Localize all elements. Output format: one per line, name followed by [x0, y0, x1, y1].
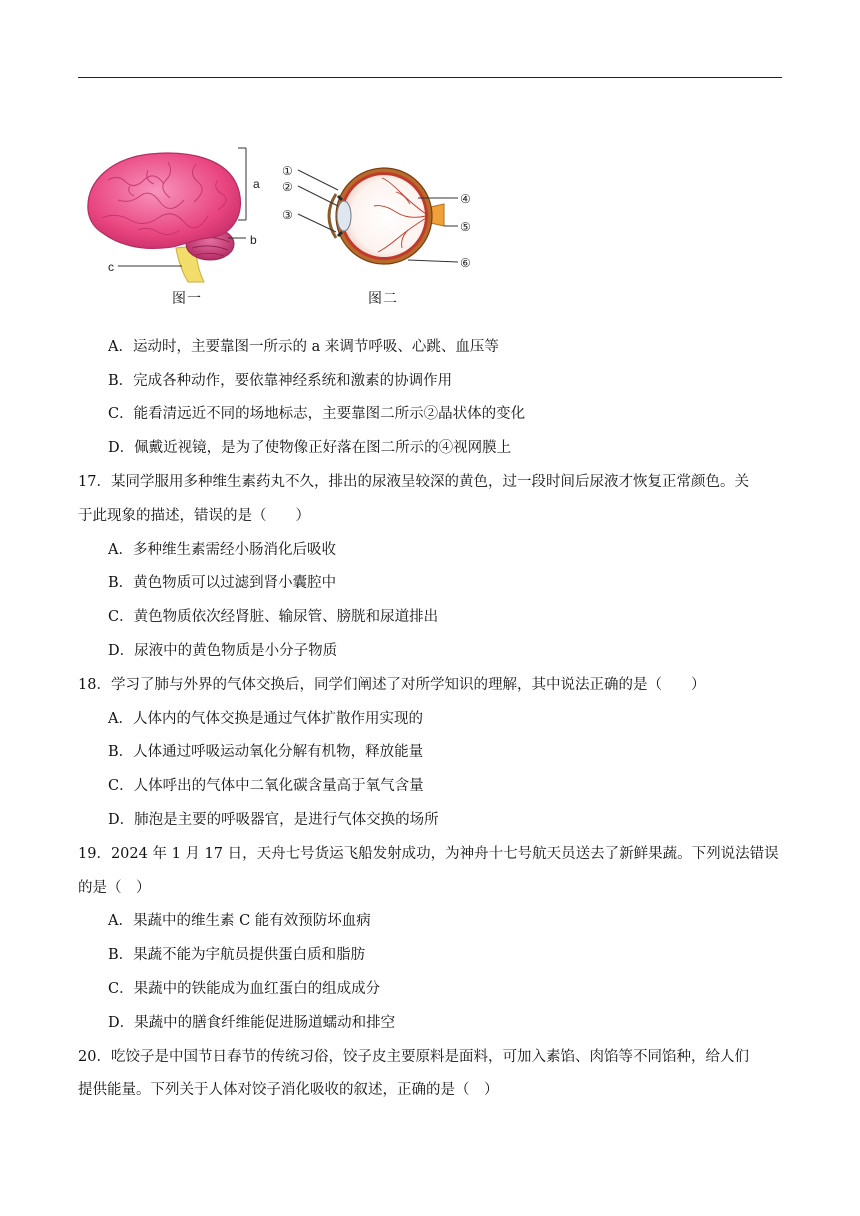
q20-stem-line1: 20．吃饺子是中国节日春节的传统习俗，饺子皮主要原料是面料，可加入素馅、肉馅等不同馅种，给人们 — [78, 1049, 749, 1065]
brain-image — [78, 140, 278, 290]
header-rule — [78, 77, 782, 78]
label-a: a — [253, 177, 260, 191]
figure-brain — [78, 140, 278, 290]
figure-eye — [278, 150, 478, 280]
label-2: ② — [282, 180, 293, 194]
q18-option-d: D．肺泡是主要的呼吸器官，是进行气体交换的场所 — [108, 812, 439, 828]
q16-option-a: A．运动时，主要靠图一所示的 a 来调节呼吸、心跳、血压等 — [108, 339, 499, 355]
q16-option-d: D．佩戴近视镜，是为了使物像正好落在图二所示的④视网膜上 — [108, 440, 512, 456]
q19-option-d: D．果蔬中的膳食纤维能促进肠道蠕动和排空 — [108, 1015, 396, 1031]
figure-2-caption: 图二 — [368, 291, 398, 307]
q17-stem-line2: 于此现象的描述，错误的是（ ） — [78, 508, 310, 524]
label-6: ⑥ — [460, 256, 471, 270]
q16-option-c: C．能看清远近不同的场地标志，主要靠图二所示②晶状体的变化 — [108, 406, 526, 422]
q19-stem-line1: 19．2024 年 1 月 17 日，天舟七号货运飞船发射成功，为神舟十七号航天员送去了新鲜果蔬。下列说法错误 — [78, 846, 779, 862]
q16-option-b: B．完成各种动作，要依靠神经系统和激素的协调作用 — [108, 373, 453, 389]
eye-image — [278, 150, 478, 280]
label-4: ④ — [460, 192, 471, 206]
label-3: ③ — [282, 208, 293, 222]
label-b: b — [250, 233, 257, 247]
q19-option-b: B．果蔬不能为宇航员提供蛋白质和脂肪 — [108, 947, 366, 963]
figure-1-caption: 图一 — [172, 291, 202, 307]
q20-stem-line2: 提供能量。下列关于人体对饺子消化吸收的叙述，正确的是（ ） — [78, 1082, 499, 1098]
q19-stem-line2: 的是（ ） — [78, 880, 151, 896]
q17-option-a: A．多种维生素需经小肠消化后吸收 — [108, 542, 336, 558]
label-1: ① — [282, 164, 293, 178]
q17-stem-line1: 17．某同学服用多种维生素药丸不久，排出的尿液呈较深的黄色，过一段时间后尿液才恢复正常颜色。关 — [78, 474, 749, 490]
q17-option-d: D．尿液中的黄色物质是小分子物质 — [108, 643, 338, 659]
label-c: c — [108, 260, 114, 274]
q18-option-c: C．人体呼出的气体中二氧化碳含量高于氧气含量 — [108, 778, 424, 794]
q17-option-c: C．黄色物质依次经肾脏、输尿管、膀胱和尿道排出 — [108, 609, 439, 625]
q18-option-a: A．人体内的气体交换是通过气体扩散作用实现的 — [108, 711, 423, 727]
q17-option-b: B．黄色物质可以过滤到肾小囊腔中 — [108, 575, 337, 591]
q19-option-c: C．果蔬中的铁能成为血红蛋白的组成成分 — [108, 981, 381, 997]
q18-option-b: B．人体通过呼吸运动氧化分解有机物，释放能量 — [108, 744, 424, 760]
q19-option-a: A．果蔬中的维生素 C 能有效预防坏血病 — [108, 913, 371, 929]
label-5: ⑤ — [460, 220, 471, 234]
q18-stem: 18．学习了肺与外界的气体交换后，同学们阐述了对所学知识的理解，其中说法正确的是（ ） — [78, 677, 706, 693]
